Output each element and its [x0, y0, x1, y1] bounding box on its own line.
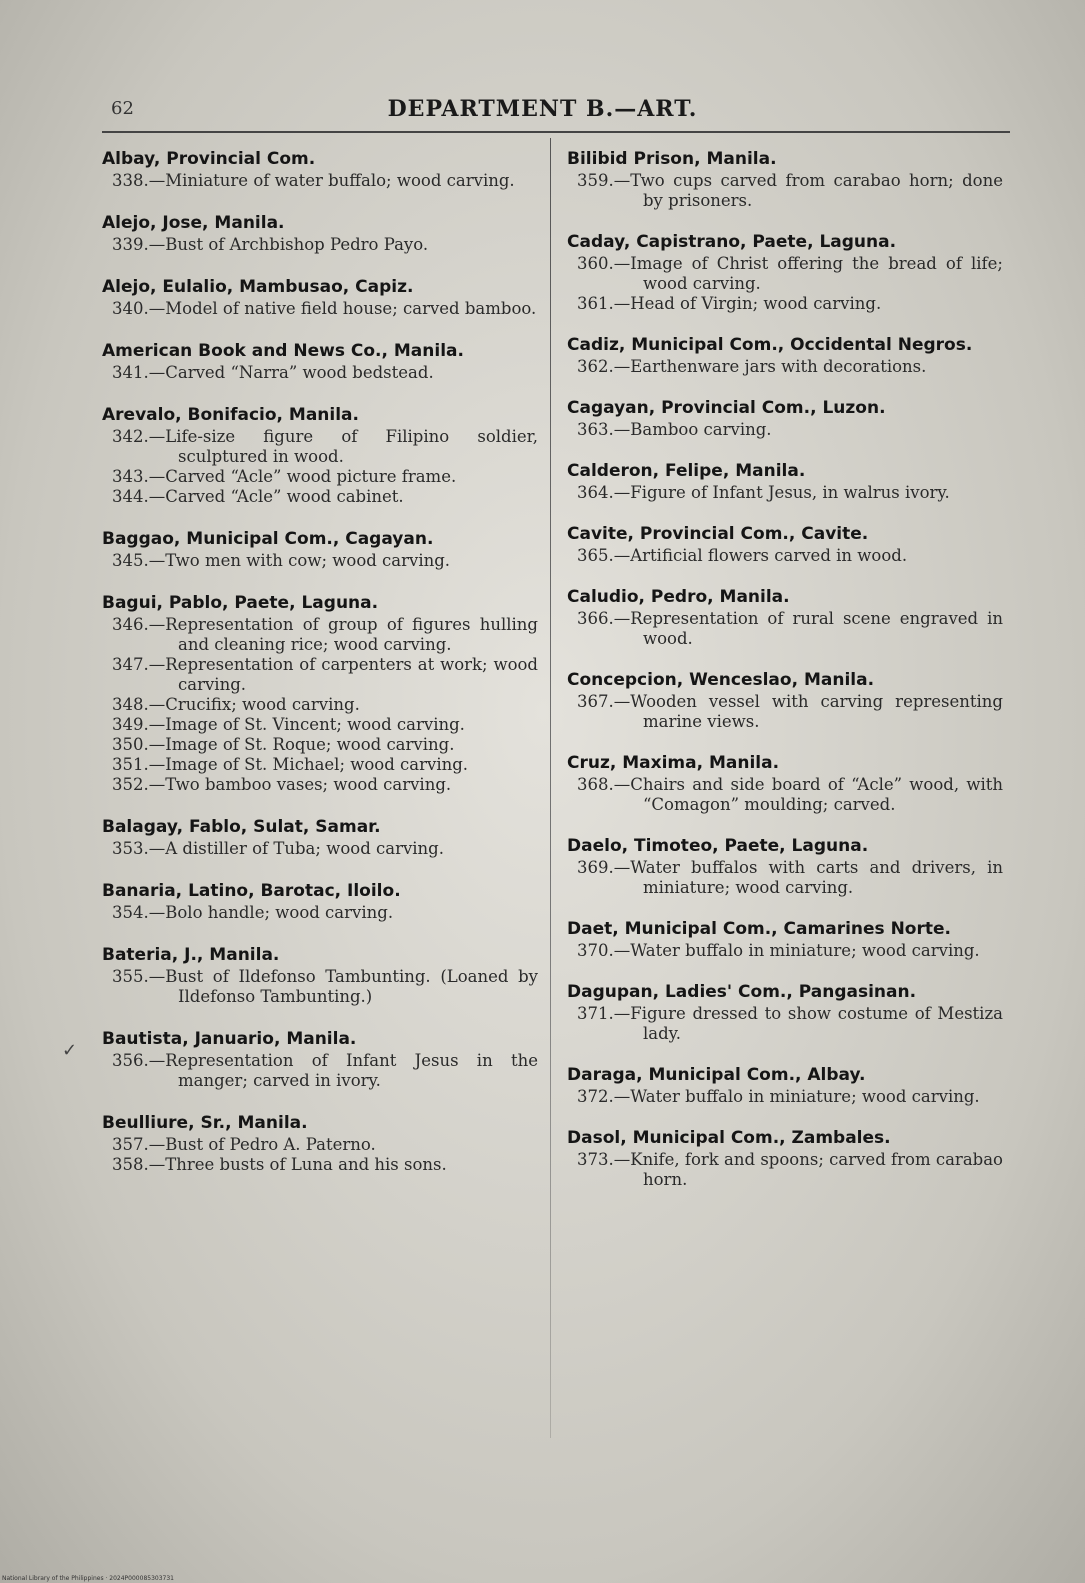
exhibitor-name: Bagui, Pablo, Paete, Laguna. [102, 593, 379, 613]
exhibit-number: 341. [112, 363, 149, 382]
exhibit-description: —Representation of rural scene engraved in wood. [613, 609, 1003, 648]
exhibit-item [98, 655, 538, 695]
exhibit-description: —Crucifix; wood carving. [148, 695, 360, 714]
exhibit-number: 349. [112, 715, 149, 734]
exhibitor-entry [98, 816, 538, 859]
exhibitor-name: Alejo, Jose, Manila. [102, 213, 285, 233]
exhibit-description: —Artificial flowers carved in wood. [613, 546, 908, 565]
running-header: DEPARTMENT B.—ART. [387, 96, 698, 122]
exhibitor-name: Baggao, Municipal Com., Cagayan. [102, 529, 434, 549]
exhibitor-name: Arevalo, Bonifacio, Manila. [102, 405, 359, 425]
exhibitor-name: Cavite, Provincial Com., Cavite. [567, 524, 869, 544]
exhibit-number: 357. [112, 1135, 149, 1154]
exhibit-item [98, 1051, 538, 1091]
exhibitor-entry [563, 586, 1003, 649]
exhibitor-name: Beulliure, Sr., Manila. [102, 1113, 308, 1133]
exhibitor-entry [98, 944, 538, 1007]
exhibit-item [563, 357, 1003, 377]
column-divider [550, 138, 551, 1438]
exhibitor-entry [563, 523, 1003, 566]
exhibit-description: —Two bamboo vases; wood carving. [148, 775, 452, 794]
exhibit-number: 369. [577, 858, 614, 877]
exhibit-description: —Image of St. Vincent; wood carving. [148, 715, 465, 734]
exhibitor-name: Albay, Provincial Com. [102, 149, 316, 169]
exhibit-number: 348. [112, 695, 149, 714]
exhibit-number: 364. [577, 483, 614, 502]
exhibit-description: —Carved “Acle” wood cabinet. [148, 487, 404, 506]
exhibitor-entry [98, 148, 538, 191]
exhibitor-entry [563, 397, 1003, 440]
exhibitor-entry [98, 212, 538, 255]
exhibit-number: 365. [577, 546, 614, 565]
exhibit-number: 366. [577, 609, 614, 628]
exhibit-number: 367. [577, 692, 614, 711]
exhibit-number: 373. [577, 1150, 614, 1169]
exhibit-number: 353. [112, 839, 149, 858]
exhibit-number: 351. [112, 755, 149, 774]
exhibitor-name: Concepcion, Wenceslao, Manila. [567, 670, 875, 690]
exhibitor-entry [563, 669, 1003, 732]
exhibit-number: 368. [577, 775, 614, 794]
exhibitor-entry [98, 592, 538, 795]
exhibitor-entry [98, 276, 538, 319]
exhibitor-entry [563, 835, 1003, 898]
exhibitor-entry [563, 918, 1003, 961]
exhibit-description: —Representation of carpenters at work; wood carving. [148, 655, 538, 694]
exhibit-item [563, 420, 1003, 440]
exhibit-item [98, 839, 538, 859]
exhibit-number: 347. [112, 655, 149, 674]
exhibitor-entry [563, 981, 1003, 1044]
exhibit-item [98, 715, 538, 735]
exhibitor-name: Dasol, Municipal Com., Zambales. [567, 1128, 891, 1148]
exhibitor-entry [563, 752, 1003, 815]
exhibit-number: 340. [112, 299, 149, 318]
exhibit-number: 345. [112, 551, 149, 570]
exhibitor-name: Dagupan, Ladies' Com., Pangasinan. [567, 982, 917, 1002]
exhibit-description: —Carved “Narra” wood bedstead. [148, 363, 434, 382]
exhibit-description: —Water buffalos with carts and drivers, in miniature; wood carving. [613, 858, 1003, 897]
exhibit-description: —Image of Christ offering the bread of life; wood carving. [613, 254, 1003, 293]
exhibit-item [98, 1135, 538, 1155]
exhibitor-name: Daraga, Municipal Com., Albay. [567, 1065, 866, 1085]
exhibit-item [98, 363, 538, 383]
exhibit-number: 339. [112, 235, 149, 254]
exhibit-number: 338. [112, 171, 149, 190]
page-number: 62 [111, 98, 134, 119]
exhibit-description: —Bust of Pedro A. Paterno. [148, 1135, 376, 1154]
exhibit-description: —Bust of Ildefonso Tambunting. (Loaned by Ildefonso Tambunting.) [148, 967, 538, 1006]
exhibit-number: 362. [577, 357, 614, 376]
exhibit-item [98, 903, 538, 923]
exhibitor-name: Cagayan, Provincial Com., Luzon. [567, 398, 886, 418]
exhibit-number: 342. [112, 427, 149, 446]
exhibitor-entry [98, 528, 538, 571]
exhibit-number: 363. [577, 420, 614, 439]
exhibitor-name: Daelo, Timoteo, Paete, Laguna. [567, 836, 869, 856]
exhibit-item [563, 609, 1003, 649]
exhibit-number: 352. [112, 775, 149, 794]
exhibit-number: 371. [577, 1004, 614, 1023]
exhibit-number: 344. [112, 487, 149, 506]
footer-credit: National Library of the Philippines · 2024P000085303731 [2, 1575, 174, 1582]
exhibit-item [563, 1150, 1003, 1190]
exhibit-description: —Two men with cow; wood carving. [148, 551, 451, 570]
exhibit-number: 346. [112, 615, 149, 634]
exhibit-description: —A distiller of Tuba; wood carving. [148, 839, 444, 858]
exhibitor-name: American Book and News Co., Manila. [102, 341, 464, 361]
exhibit-item [98, 551, 538, 571]
exhibit-description: —Miniature of water buffalo; wood carving. [148, 171, 515, 190]
left-column [98, 148, 538, 1196]
exhibit-description: —Figure dressed to show costume of Mestiza lady. [613, 1004, 1003, 1043]
exhibit-description: —Knife, fork and spoons; carved from carabao horn. [613, 1150, 1003, 1189]
exhibit-item [98, 695, 538, 715]
exhibit-item [98, 467, 538, 487]
exhibit-description: —Figure of Infant Jesus, in walrus ivory. [613, 483, 950, 502]
exhibit-description: —Water buffalo in miniature; wood carving. [613, 941, 980, 960]
exhibit-item [98, 775, 538, 795]
exhibit-description: —Representation of group of figures hulling and cleaning rice; wood carving. [148, 615, 538, 654]
exhibit-description: —Representation of Infant Jesus in the manger; carved in ivory. [148, 1051, 538, 1090]
exhibitor-name: Alejo, Eulalio, Mambusao, Capiz. [102, 277, 414, 297]
exhibit-number: 361. [577, 294, 614, 313]
exhibit-description: —Model of native field house; carved bamboo. [148, 299, 537, 318]
exhibit-item [98, 615, 538, 655]
exhibit-item [563, 941, 1003, 961]
exhibit-item [98, 755, 538, 775]
exhibitor-name: Bateria, J., Manila. [102, 945, 280, 965]
exhibit-item [563, 775, 1003, 815]
exhibit-item [98, 171, 538, 191]
exhibit-number: 358. [112, 1155, 149, 1174]
exhibitor-entry [563, 231, 1003, 314]
exhibit-item [98, 487, 538, 507]
check-mark-annotation: ✓ [62, 1040, 78, 1061]
exhibitor-name: Banaria, Latino, Barotac, Iloilo. [102, 881, 401, 901]
exhibit-number: 354. [112, 903, 149, 922]
exhibit-item [563, 171, 1003, 211]
exhibitor-entry [563, 1064, 1003, 1107]
exhibit-description: —Bolo handle; wood carving. [148, 903, 394, 922]
exhibit-item [563, 483, 1003, 503]
exhibitor-name: Cadiz, Municipal Com., Occidental Negros. [567, 335, 973, 355]
exhibit-item [98, 235, 538, 255]
exhibitor-name: Caludio, Pedro, Manila. [567, 587, 790, 607]
exhibit-item [98, 967, 538, 1007]
exhibit-number: 355. [112, 967, 149, 986]
exhibit-description: —Life-size figure of Filipino soldier, sculptured in wood. [148, 427, 538, 466]
exhibitor-name: Cruz, Maxima, Manila. [567, 753, 780, 773]
exhibitor-name: Caday, Capistrano, Paete, Laguna. [567, 232, 897, 252]
exhibit-description: —Image of St. Roque; wood carving. [148, 735, 455, 754]
exhibit-item [98, 1155, 538, 1175]
right-column [563, 148, 1003, 1210]
exhibitor-name: Bilibid Prison, Manila. [567, 149, 777, 169]
exhibit-item [98, 427, 538, 467]
exhibit-description: —Bamboo carving. [613, 420, 772, 439]
exhibitor-entry [563, 460, 1003, 503]
exhibitor-name: Daet, Municipal Com., Camarines Norte. [567, 919, 951, 939]
exhibit-number: 359. [577, 171, 614, 190]
exhibitor-name: Calderon, Felipe, Manila. [567, 461, 806, 481]
exhibitor-entry [563, 1127, 1003, 1190]
exhibit-item [98, 735, 538, 755]
exhibit-item [563, 692, 1003, 732]
exhibit-item [563, 858, 1003, 898]
exhibitor-entry [563, 148, 1003, 211]
exhibit-number: 360. [577, 254, 614, 273]
exhibit-description: —Wooden vessel with carving representing marine views. [613, 692, 1003, 731]
exhibit-description: —Carved “Acle” wood picture frame. [148, 467, 457, 486]
exhibitor-entry [98, 1112, 538, 1175]
exhibitor-entry [98, 340, 538, 383]
exhibit-item [563, 254, 1003, 294]
exhibit-description: —Three busts of Luna and his sons. [148, 1155, 447, 1174]
exhibit-number: 343. [112, 467, 149, 486]
exhibit-description: —Water buffalo in miniature; wood carving. [613, 1087, 980, 1106]
exhibit-number: 372. [577, 1087, 614, 1106]
exhibit-item [563, 546, 1003, 566]
exhibit-description: —Two cups carved from carabao horn; done by prisoners. [613, 171, 1003, 210]
exhibit-item [563, 294, 1003, 314]
exhibit-item [563, 1004, 1003, 1044]
exhibit-item [563, 1087, 1003, 1107]
exhibit-description: —Earthenware jars with decorations. [613, 357, 927, 376]
header-rule [102, 131, 1010, 133]
exhibit-description: —Head of Virgin; wood carving. [613, 294, 882, 313]
exhibit-number: 356. [112, 1051, 149, 1070]
exhibitor-entry [98, 880, 538, 923]
exhibitor-entry [563, 334, 1003, 377]
exhibitor-entry [98, 404, 538, 507]
exhibitor-entry [98, 1028, 538, 1091]
exhibit-description: —Image of St. Michael; wood carving. [148, 755, 469, 774]
exhibit-description: —Bust of Archbishop Pedro Payo. [148, 235, 429, 254]
exhibitor-name: Balagay, Fablo, Sulat, Samar. [102, 817, 381, 837]
exhibit-description: —Chairs and side board of “Acle” wood, with “Comagon” moulding; carved. [613, 775, 1003, 814]
exhibitor-name: Bautista, Januario, Manila. [102, 1029, 357, 1049]
exhibit-item [98, 299, 538, 319]
exhibit-number: 370. [577, 941, 614, 960]
exhibit-number: 350. [112, 735, 149, 754]
